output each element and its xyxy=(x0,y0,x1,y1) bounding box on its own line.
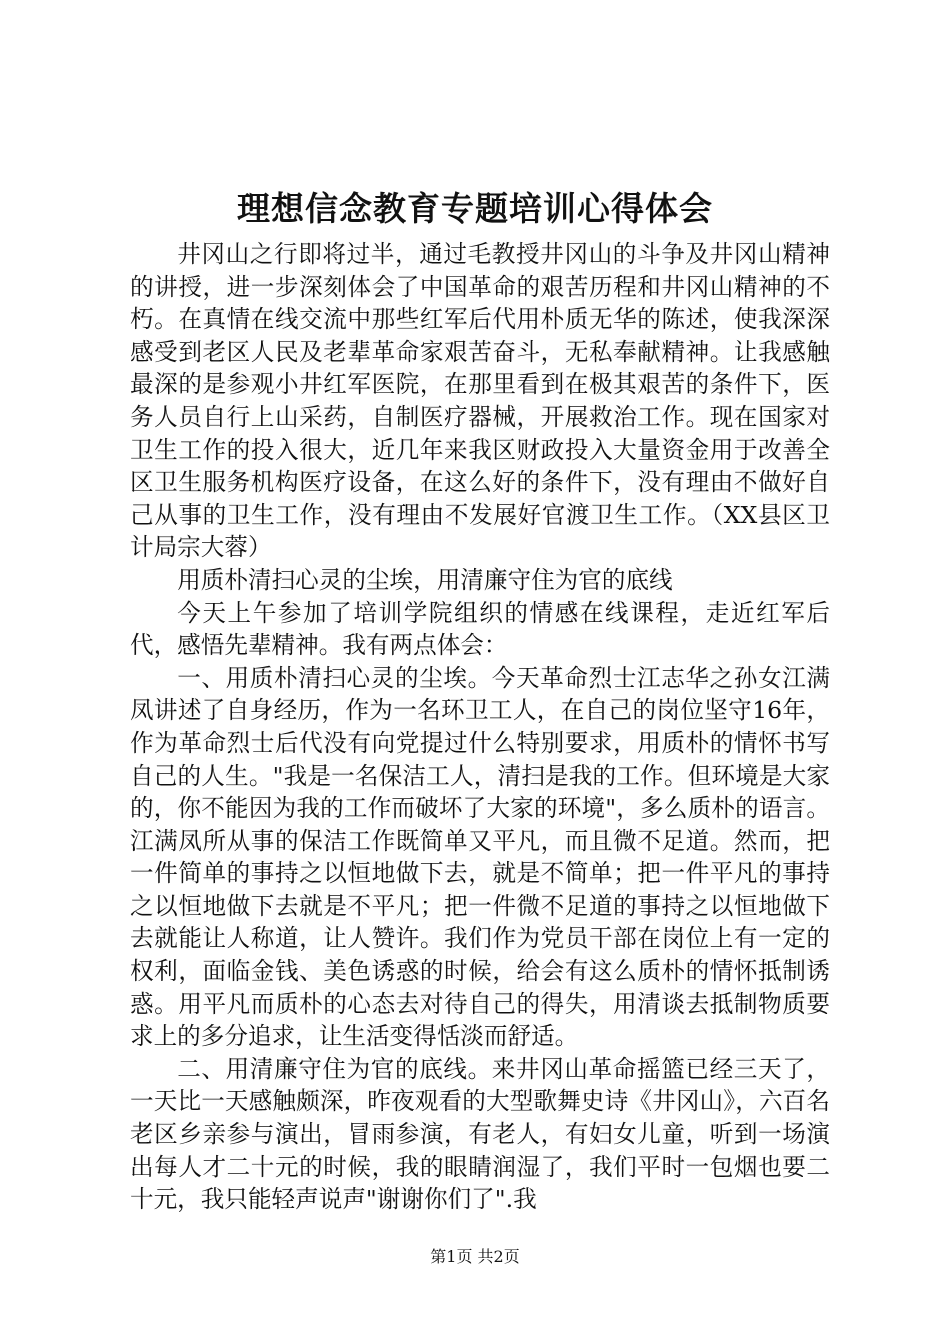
page-number-footer: 第1页 共2页 xyxy=(430,1247,520,1266)
document-title: 理想信念教育专题培训心得体会 xyxy=(237,189,713,228)
paragraph-point-two: 二、用清廉守住为官的底线。来井冈山革命摇篮已经三天了，一天比一天感触颇深，昨夜观看的大型歌舞史诗《井冈山》，六百名老区乡亲参与演出，冒雨参演，有老人，有妇女儿童，听到一场演出每人才二十元的时候，我的眼睛润湿了，我们平时一包烟也要二十元，我只能轻声说声"谢谢你们了".我 xyxy=(130,1054,830,1214)
paragraph-heading: 用质朴清扫心灵的尘埃，用清廉守住为官的底线 xyxy=(177,565,673,594)
paragraph-lead: 今天上午参加了培训学院组织的情感在线课程，走近红军后代，感悟先辈精神。我有两点体会： xyxy=(130,598,830,660)
paragraph-intro: 井冈山之行即将过半，通过毛教授井冈山的斗争及井冈山精神的讲授，进一步深刻体会了中国革命的艰苦历程和井冈山精神的不朽。在真情在线交流中那些红军后代用朴质无华的陈述，使我深深感受到老区人民及老辈革命家艰苦奋斗，无私奉献精神。让我感触最深的是参观小井红军医院，在那里看到在极其艰苦的条件下，医务人员自行上山采药，自制医疗器械，开展救治工作。现在国家对卫生工作的投入很大，近几年来我区财政投入大量资金用于改善全区卫生服务机构医疗设备，在这么好的条件下，没有理由不做好自己从事的卫生工作，没有理由不发展好官渡卫生工作。（XX县区卫计局宗大蓉） xyxy=(130,240,830,562)
document-body xyxy=(130,238,830,1216)
paragraph-point-one: 一、用质朴清扫心灵的尘埃。今天革命烈士江志华之孙女江满凤讲述了自身经历，作为一名环卫工人，在自己的岗位坚守16年，作为革命烈士后代没有向党提过什么特别要求，用质朴的情怀书写自己的人生。"我是一名保洁工人，清扫是我的工作。但环境是大家的，你不能因为我的工作而破坏了大家的环境"，多么质朴的语言。江满凤所从事的保洁工作既简单又平凡，而且微不足道。然而，把一件简单的事持之以恒地做下去，就是不简单；把一件平凡的事持之以恒地做下去就是不平凡；把一件微不足道的事持之以恒地做下去就能让人称道，让人赞许。我们作为党员干部在岗位上有一定的权利，面临金钱、美色诱惑的时候，给会有这么质朴的情怀抵制诱惑。用平凡而质朴的心态去对待自己的得失，用清谈去抵制物质要求上的多分追求，让生活变得恬淡而舒适。 xyxy=(130,663,830,1051)
